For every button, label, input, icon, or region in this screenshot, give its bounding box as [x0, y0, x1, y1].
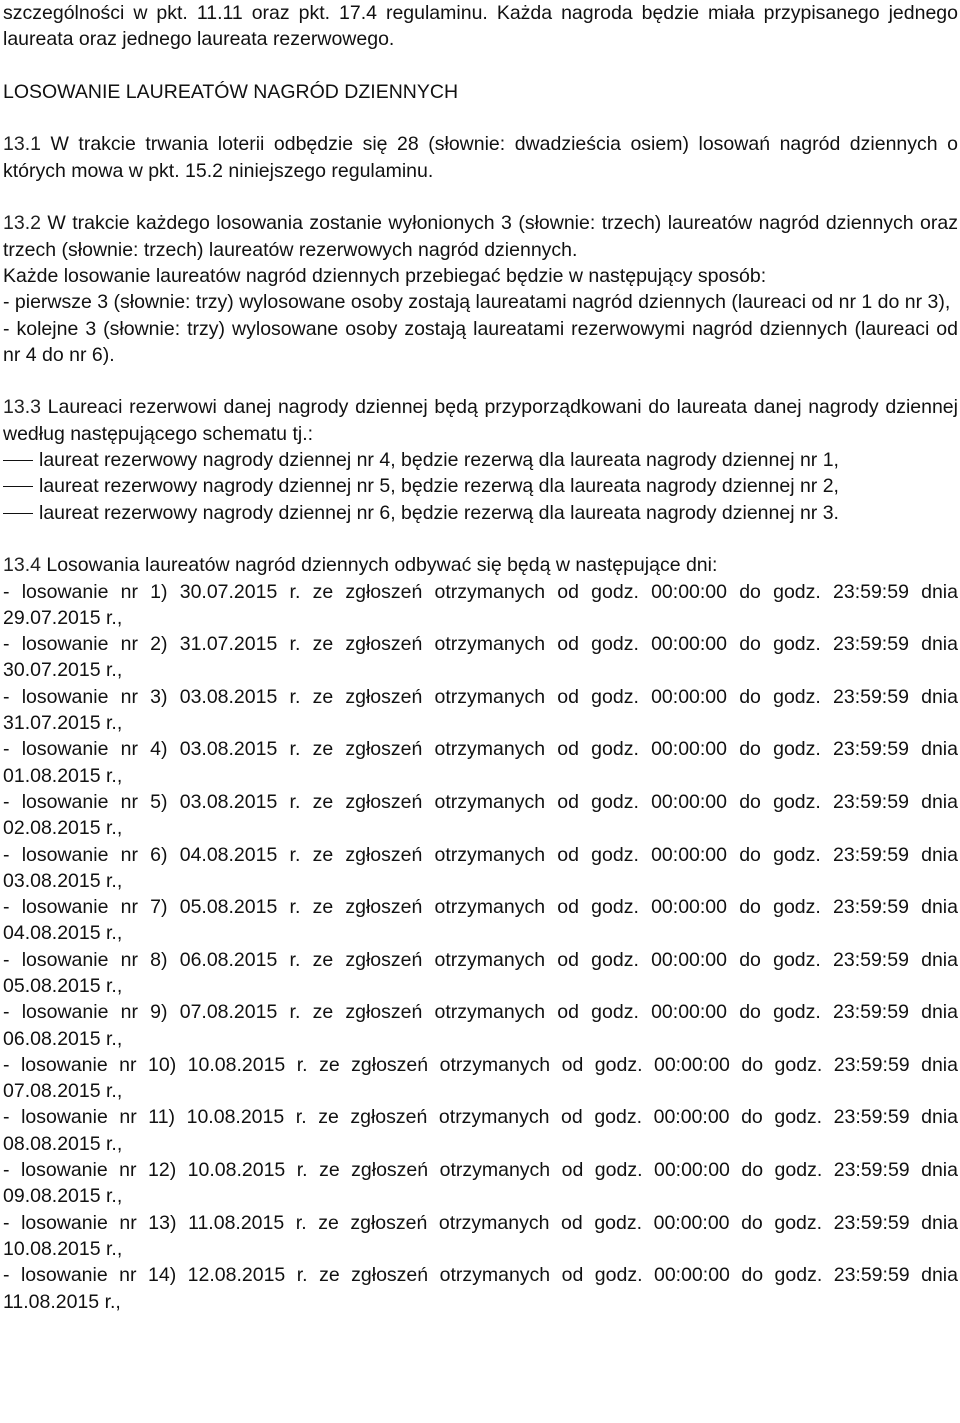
draw-entry: - losowanie nr 2) 31.07.2015 r. ze zgłoszeń otrzymanych od godz. 00:00:00 do godz. 23:59:59 dnia 30.07.2015 r., [3, 633, 958, 682]
paragraph-text: W trakcie każdego losowania zostanie wyłonionych 3 (słownie: trzech) laureatów nagród dziennych oraz trzech (słownie: trzech) laureatów rezerwowych nagród dziennych. [3, 212, 958, 261]
paragraph-text: Laureaci rezerwowi danej nagrody dziennej będą przyporządkowani do laureata danej nagrody dziennej według następującego schematu tj.: [3, 396, 958, 445]
paragraph-number: 13.2 [3, 212, 41, 235]
draw-entry: - losowanie nr 12) 10.08.2015 r. ze zgłoszeń otrzymanych od godz. 00:00:00 do godz. 23:59:59 dnia 09.08.2015 r., [3, 1159, 958, 1208]
paragraph-number: 13.4 [3, 554, 41, 577]
list-item-text: laureat rezerwowy nagrody dziennej nr 5, będzie rezerwą dla laureata nagrody dziennej nr 2, [39, 475, 839, 498]
paragraph-text: Losowania laureatów nagród dziennych odbywać się będą w następujące dni: [40, 554, 718, 577]
draw-entry: - losowanie nr 4) 03.08.2015 r. ze zgłoszeń otrzymanych od godz. 00:00:00 do godz. 23:59:59 dnia 01.08.2015 r., [3, 738, 958, 787]
paragraph-13-2-procedure: Każde losowanie laureatów nagród dziennych przebiegać będzie w następujący sposób: [3, 264, 767, 287]
paragraph-13-2-first-group: - pierwsze 3 (słownie: trzy) wylosowane osoby zostają laureatami nagród dziennych (laureaci od nr 1 do nr 3), [3, 291, 951, 314]
draw-entry: - losowanie nr 6) 04.08.2015 r. ze zgłoszeń otrzymanych od godz. 00:00:00 do godz. 23:59:59 dnia 03.08.2015 r., [3, 843, 958, 892]
draw-entry: - losowanie nr 1) 30.07.2015 r. ze zgłoszeń otrzymanych od godz. 00:00:00 do godz. 23:59:59 dnia 29.07.2015 r., [3, 580, 958, 629]
paragraph-13-2-second-group: - kolejne 3 (słownie: trzy) wylosowane osoby zostają laureatami rezerwowymi nagród dziennych (laureaci od nr 4 do nr 6). [3, 317, 958, 366]
paragraph-13-3 [3, 394, 958, 447]
draw-entry: - losowanie nr 8) 06.08.2015 r. ze zgłoszeń otrzymanych od godz. 00:00:00 do godz. 23:59:59 dnia 05.08.2015 r., [3, 948, 958, 997]
spacer [3, 368, 958, 394]
paragraph-13-1 [3, 131, 958, 184]
draw-entry: - losowanie nr 10) 10.08.2015 r. ze zgłoszeń otrzymanych od godz. 00:00:00 do godz. 23:59:59 dnia 07.08.2015 r., [3, 1053, 958, 1103]
draw-entry: - losowanie nr 13) 11.08.2015 r. ze zgłoszeń otrzymanych od godz. 00:00:00 do godz. 23:59:59 dnia 10.08.2015 r., [3, 1211, 958, 1260]
spacer [3, 105, 958, 131]
dash-bullet-icon [3, 486, 33, 487]
list-item-text: laureat rezerwowy nagrody dziennej nr 6, będzie rezerwą dla laureata nagrody dziennej nr 3. [39, 501, 839, 524]
list-item [3, 473, 958, 499]
dash-bullet-icon [3, 460, 33, 461]
intro-paragraph: szczególności w pkt. 11.11 oraz pkt. 17.4 regulaminu. Każda nagroda będzie miała przypisanego jednego laureata oraz jednego laureata rezerwowego. [3, 2, 958, 51]
spacer [3, 184, 958, 210]
reserve-assignment-list [3, 447, 958, 526]
list-item-text: laureat rezerwowy nagrody dziennej nr 4, będzie rezerwą dla laureata nagrody dziennej nr 1, [39, 449, 839, 472]
paragraph-13-4 [3, 552, 958, 578]
draw-schedule-list [3, 579, 958, 1315]
paragraph-13-2 [3, 210, 958, 263]
paragraph-text: W trakcie trwania loterii odbędzie się 28 (słownie: dwadzieścia osiem) losowań nagród dziennych o których mowa w pkt. 15.2 niniejszego regulaminu. [3, 133, 958, 182]
section-heading: LOSOWANIE LAUREATÓW NAGRÓD DZIENNYCH [3, 80, 459, 103]
dash-bullet-icon [3, 513, 33, 514]
draw-entry: - losowanie nr 3) 03.08.2015 r. ze zgłoszeń otrzymanych od godz. 00:00:00 do godz. 23:59:59 dnia 31.07.2015 r., [3, 685, 958, 735]
draw-entry: - losowanie nr 9) 07.08.2015 r. ze zgłoszeń otrzymanych od godz. 00:00:00 do godz. 23:59:59 dnia 06.08.2015 r., [3, 1001, 958, 1050]
list-item [3, 447, 958, 473]
draw-entry: - losowanie nr 14) 12.08.2015 r. ze zgłoszeń otrzymanych od godz. 00:00:00 do godz. 23:59:59 dnia 11.08.2015 r., [3, 1264, 958, 1313]
spacer [3, 53, 958, 79]
draw-entry: - losowanie nr 11) 10.08.2015 r. ze zgłoszeń otrzymanych od godz. 00:00:00 do godz. 23:59:59 dnia 08.08.2015 r., [3, 1106, 958, 1155]
paragraph-number: 13.3 [3, 396, 41, 419]
draw-entry: - losowanie nr 5) 03.08.2015 r. ze zgłoszeń otrzymanych od godz. 00:00:00 do godz. 23:59:59 dnia 02.08.2015 r., [3, 790, 958, 840]
spacer [3, 526, 958, 552]
document-page [3, 0, 958, 1315]
list-item [3, 500, 958, 526]
draw-entry: - losowanie nr 7) 05.08.2015 r. ze zgłoszeń otrzymanych od godz. 00:00:00 do godz. 23:59:59 dnia 04.08.2015 r., [3, 896, 958, 945]
paragraph-number: 13.1 [3, 133, 41, 156]
